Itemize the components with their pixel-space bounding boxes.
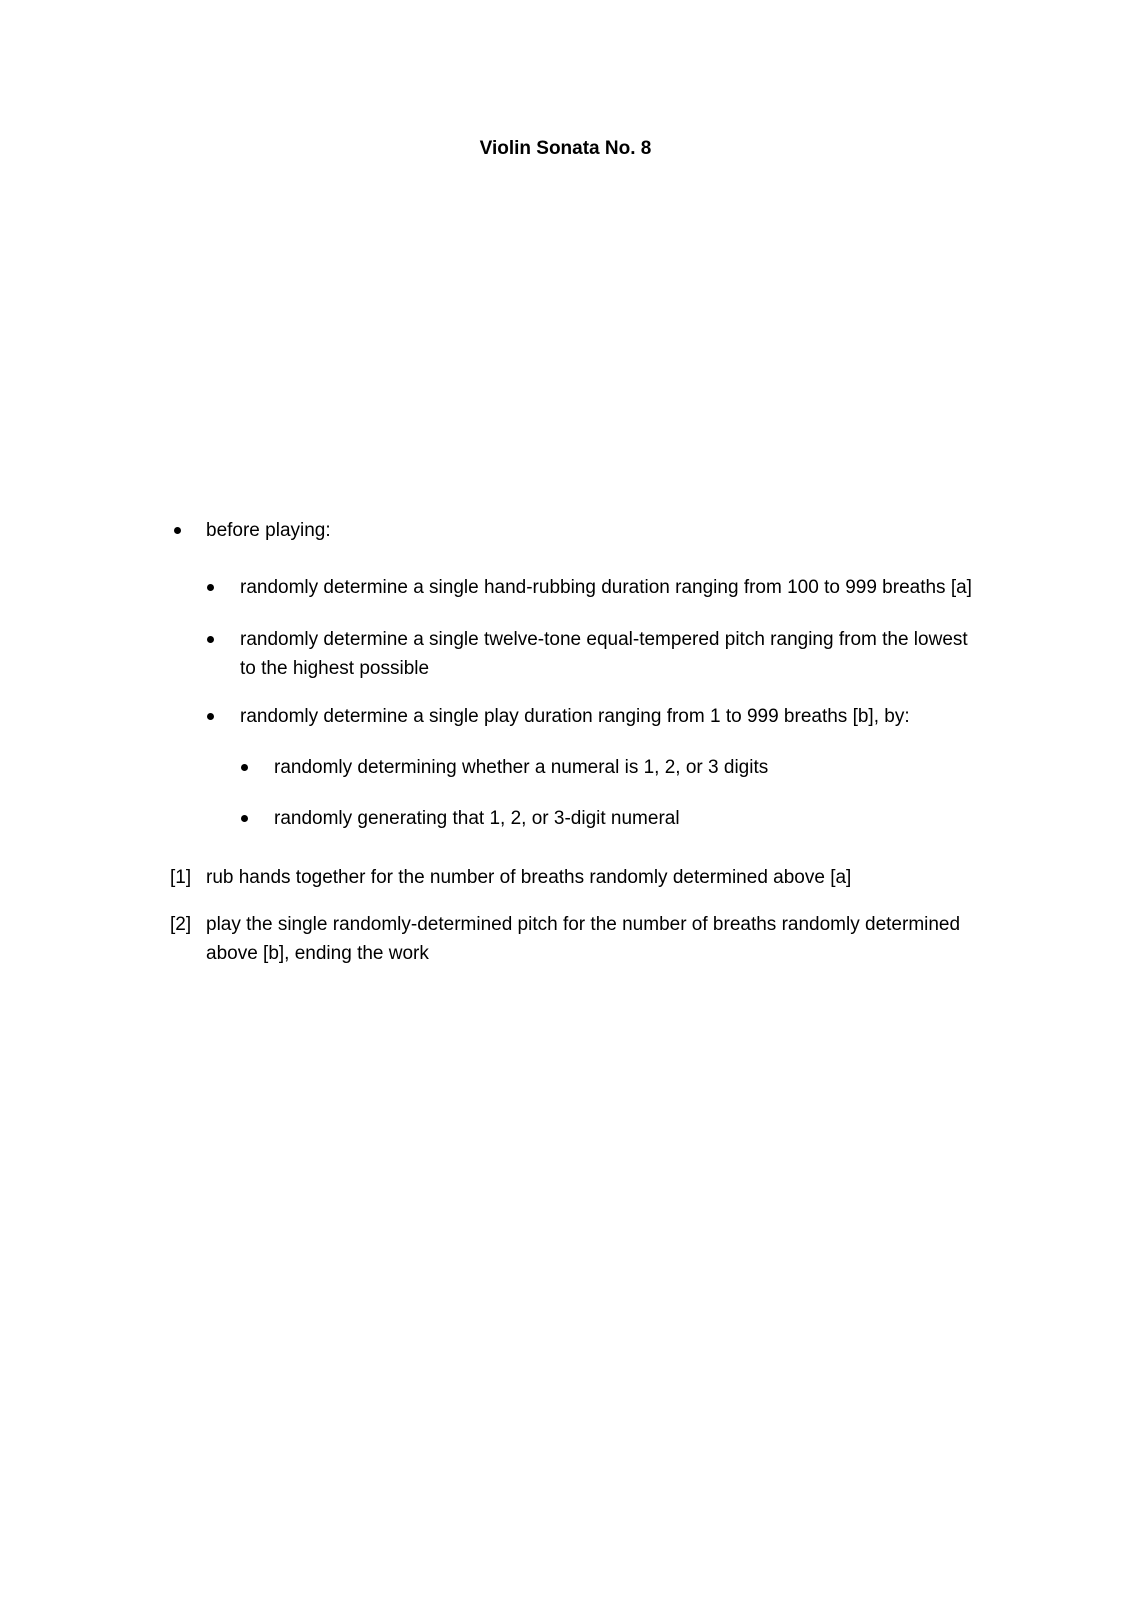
step-marker: [2] [170,914,192,935]
bullet-dot [207,713,214,720]
step-1-text: rub hands together for the number of breaths randomly determined above [a] [206,867,852,888]
bullet-play-duration: randomly determine a single play duration ranging from 1 to 999 breaths [b], by: [240,706,910,727]
step-marker: [1] [170,867,192,888]
bullet-dot [207,584,214,591]
bullet-dot [241,764,248,771]
bullet-digits: randomly determining whether a numeral is 1, 2, or 3 digits [274,757,769,778]
step-2-text-line1: play the single randomly-determined pitch for the number of breaths randomly determined [206,914,961,935]
bullet-dot [207,636,214,643]
step-2-text-line2: above [b], ending the work [206,943,429,964]
document-title: Violin Sonata No. 8 [479,138,652,159]
bullet-pitch-line1: randomly determine a single twelve-tone equal-tempered pitch ranging from the lowest [240,629,968,650]
bullet-before-playing: before playing: [206,520,331,541]
bullet-pitch-line2: to the highest possible [240,658,430,679]
bullet-dot [174,527,181,534]
bullet-hand-rubbing: randomly determine a single hand-rubbing duration ranging from 100 to 999 breaths [a] [240,577,972,598]
bullet-dot [241,815,248,822]
bullet-generate: randomly generating that 1, 2, or 3-digit numeral [274,808,680,829]
